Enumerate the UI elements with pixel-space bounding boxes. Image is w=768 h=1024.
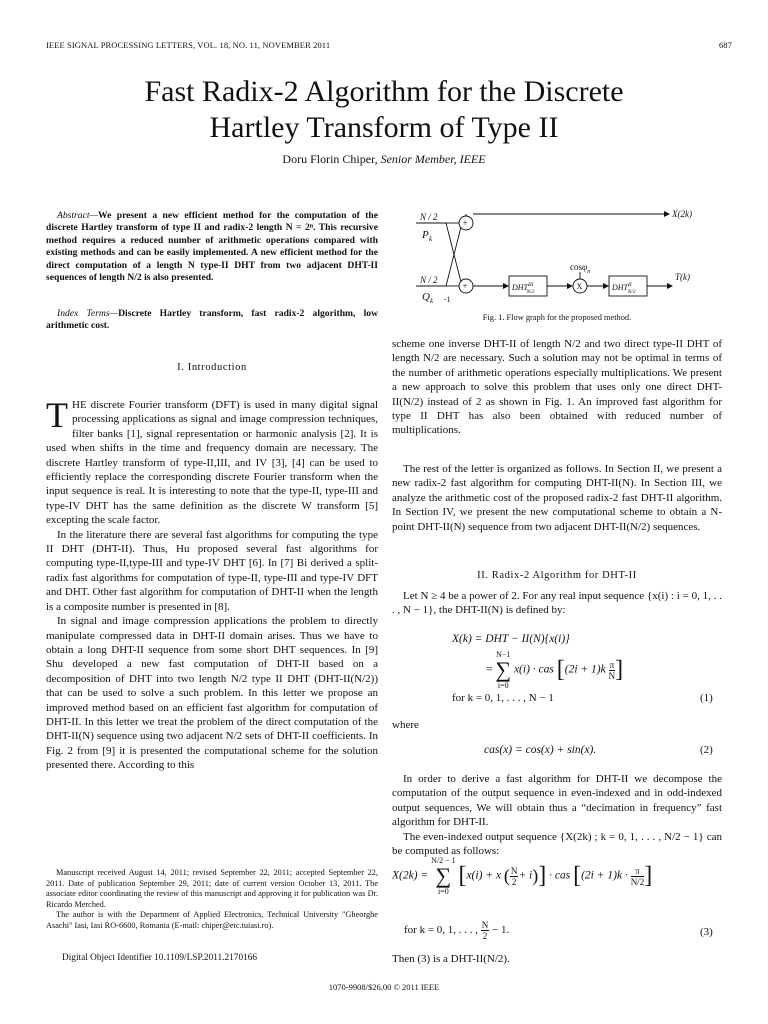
- dht-iii-block-label: $DHT^{III}$ N/2: [512, 282, 535, 295]
- p-label: P: [422, 229, 429, 241]
- dht-ii-block-label: $DHT^{II}$ N/2: [612, 282, 636, 295]
- adder-bottom-sign: +: [462, 281, 468, 291]
- eq3-fraction-1: $\frac{N}{2}$: [510, 865, 518, 887]
- index-terms: [46, 308, 378, 333]
- eq3-fraction-2: $\frac{\pi}{N/2}$: [630, 865, 645, 887]
- eq3-term-d: (2i + 1)k ·: [581, 869, 628, 882]
- right-paragraph-2: [392, 462, 722, 534]
- output-bottom-label: T(k): [675, 272, 690, 282]
- right-paragraph-1-text: scheme one inverse DHT-II of length N/2 and two direct type-II DHT of length N/2 are necessary. Such a solution may not be optimal in terms of the number of arithmetic operations especially multiplications. We present a new approach to solve this problem that uses only one direct DHT-II(N/2) instead of 2 as shown in Fig. 1. An improved fast algorithm for type II DHT has also been obtained with reduced number of multiplications.: [392, 338, 722, 437]
- section-1-paragraph-1: HE discrete Fourier transform (DFT) is used in many digital signal processing applications as signal and image compression techniques, filter banks [1], signal representation or harmonic analysis [2]. It is used when shifts in the time and frequency domain are necessary. The discrete Hartley transform of type-II,III, and IV [3], [4] can be used to efficiently replace the corresponding discrete Fourier transform when the input sequence is real. It is interesting to note that the type-II, type-III and type-IV DHT has the same definition as the discrete W transform [5] excepting the scale factor.: [46, 399, 378, 527]
- eq3-condition: for k = 0, 1, . . . , $\frac{N}{2}$ − 1.: [404, 920, 510, 941]
- eq1-number: (1): [700, 692, 713, 704]
- eq3-number: (3): [700, 926, 713, 938]
- section-2-paragraph-2-text: In order to derive a fast algorithm for DHT-II we decompose the computation of the output sequence in even-indexed and in odd-indexed output sequences, We will obtain thus a “decimation in frequency” fast algorithm for DHT-II.: [392, 773, 722, 829]
- eq1-summation: N−1 ∑ i=0: [495, 650, 512, 690]
- where-label: where: [392, 719, 419, 731]
- section-1-heading: I. Introduction: [177, 362, 247, 373]
- doi: Digital Object Identifier 10.1109/LSP.2011.2170166: [62, 953, 258, 963]
- eq1-body: x(i) · cas: [513, 663, 554, 676]
- eq2: cas(x) = cos(x) + sin(x).: [484, 744, 597, 756]
- footnote-manuscript: Manuscript received August 14, 2011; revised September 22, 2011; accepted September 22, 2011. Date of publication September 29, 2011; date of current version October 13, 2011. The associate editor coordinating the review of this manuscript and approving it for publication was Dr. Ricardo Merched.: [46, 868, 378, 909]
- eq1-condition: for k = 0, 1, . . . , N − 1: [452, 692, 554, 704]
- eq3: X(2k) = N/2 − 1 ∑ i=0 [x(i) + x ( $\frac{N}{2}$ + i)] · cas [(2i + 1)k · $\frac{\pi}{N/2}$ ]: [392, 856, 653, 896]
- input-bottom-label: N / 2: [420, 275, 438, 285]
- section-1-body: [46, 395, 378, 773]
- abstract-text: We present a new efficient method for the computation of the discrete Hartley transform of type II and radix-2 length N = 2ⁿ. This recursive method requires a reduced number of arithmetic operations compared with existing methods and can be easily implemented. A new efficient method for the direct computation of a length N type-II DHT from two adjacent DHT-II sequences of length N/2 is also presented.: [46, 210, 378, 284]
- right-paragraph-1: [392, 337, 722, 438]
- eq2-number: (2): [700, 744, 713, 756]
- minus-one-label: -1: [444, 295, 451, 304]
- page-number: 687: [718, 40, 732, 50]
- p-subscript: k: [429, 235, 433, 243]
- eq3-lhs: X(2k) =: [392, 869, 429, 882]
- output-top-label: X(2k): [672, 209, 692, 219]
- section-2-paragraph-1: [392, 589, 722, 618]
- index-terms-label: Index Terms—: [57, 308, 119, 319]
- section-2-paragraph-1-text: Let N ≥ 4 be a power of 2. For any real input sequence {x(i) : i = 0, 1, . . . , N − 1}, the DHT-II(N) is defined by:: [392, 590, 722, 617]
- adder-top-sign: +: [462, 218, 468, 228]
- eq3-summation: N/2 − 1 ∑ i=0: [431, 856, 456, 896]
- eq3-term-a: x(i) + x: [466, 869, 502, 882]
- figure-1-caption: Fig. 1. Flow graph for the proposed method.: [482, 313, 632, 322]
- eq1-line-1: X(k) = DHT − II(N){x(i)}: [452, 633, 570, 645]
- q-label: Q: [422, 291, 430, 303]
- copyright-footer: 1070-9908/$26.00 © 2011 IEEE: [328, 982, 440, 992]
- drop-cap: T: [46, 395, 68, 435]
- author-name: Doru Florin Chiper,: [282, 152, 378, 166]
- after-eq3-text: Then (3) is a DHT-II(N/2).: [392, 953, 510, 965]
- section-2-paragraph-2: [392, 772, 722, 858]
- eq1-line-2: = N−1 ∑ i=0 x(i) · cas [(2i + 1)k $\frac{\pi}{N}$ ]: [486, 650, 624, 690]
- right-paragraph-2-text: The rest of the letter is organized as follows. In Section II, we present a new radix-2 fast algorithm for computing DHT-II(N). In Section III, we analyze the arithmetic cost of the proposed radix-2 fast DHT-II algorithm. In Section IV, we present the new computational scheme to obtain a N-point DHT-II(N) sequence from two adjacent DHT-II(N/2) sequences.: [392, 463, 722, 533]
- section-1-paragraph-2: In the literature there are several fast algorithms for computing the type II DHT (DHT-II). Thus, Hu proposed several fast algorithms for computing type-II,type-III and type-IV DHT [6]. In [7] Bi derived a split-radix fast algorithms for computation of type-II, type-III and type-IV DFT and DHT. Other fast algorithm for computation of DHT-II when the length is a composite number is presented in [8].: [46, 528, 378, 613]
- abstract: [46, 210, 378, 284]
- index-terms-text: Discrete Hartley transform, fast radix-2 algorithm, low arithmetic cost.: [46, 308, 378, 332]
- abstract-label: Abstract—: [57, 210, 99, 221]
- eq3-term-c: · cas: [549, 869, 571, 882]
- footnote: [46, 868, 378, 932]
- author-line: [0, 152, 768, 167]
- paper-title: [0, 74, 768, 146]
- eq1-arg: (2i + 1)k: [564, 663, 606, 676]
- eq3-condition-fraction: $\frac{N}{2}$: [481, 920, 489, 941]
- input-top-label: N / 2: [420, 212, 438, 222]
- q-subscript: k: [430, 297, 434, 305]
- eq1-equals: =: [486, 663, 493, 676]
- section-2-heading: II. Radix-2 Algorithm for DHT-II: [477, 570, 637, 581]
- multiplier-sign: X: [576, 282, 583, 291]
- section-2-paragraph-3-text: The even-indexed output sequence {X(2k) ; k = 0, 1, . . . , N/2 − 1} can be computed as follows:: [392, 830, 722, 858]
- figure-1-flow-graph: [414, 200, 734, 310]
- running-header: IEEE SIGNAL PROCESSING LETTERS, VOL. 18, NO. 11, NOVEMBER 2011: [46, 40, 331, 50]
- eq1-fraction: $\frac{\pi}{N}$: [608, 659, 616, 681]
- eq3-term-b: + i: [518, 869, 533, 882]
- author-role: Senior Member, IEEE: [380, 152, 486, 166]
- footnote-affiliation: The author is with the Department of Applied Electronics, Technical University "Gheorghe Asachi" Iasi, Iasi RO-6600, Romania (E-mail: chiper@etc.tuiasi.ro).: [46, 910, 378, 930]
- title-line-2: Hartley Transform of Type II: [209, 111, 559, 144]
- cos-phi-label: cosφ$_n$: [570, 262, 591, 275]
- section-1-paragraph-3: In signal and image compression applications the problem to directly manipulate compressed data in DHT-II domain arises. Thus we have to obtain a long DHT-II sequence from some short DHT sequences. In [9] Shu developed a new fast computation of DHT-II based on a decomposition of DHT into two length N/2 type II DHT (DHT-II(N/2)) that can be used to solve a such problem. In this letter we propose an improved method based on an efficient fast algorithm for computation of DHT-II. In this letter we treat the problem of the direct computation of the DHT-II(N) sequence using two adjacent N/2 sets of DHT-II coefficients. In Fig. 2 from [9] it is presented the computational scheme for the solution presented there. According to this: [46, 615, 378, 772]
- title-line-1: Fast Radix-2 Algorithm for the Discrete: [144, 75, 624, 108]
